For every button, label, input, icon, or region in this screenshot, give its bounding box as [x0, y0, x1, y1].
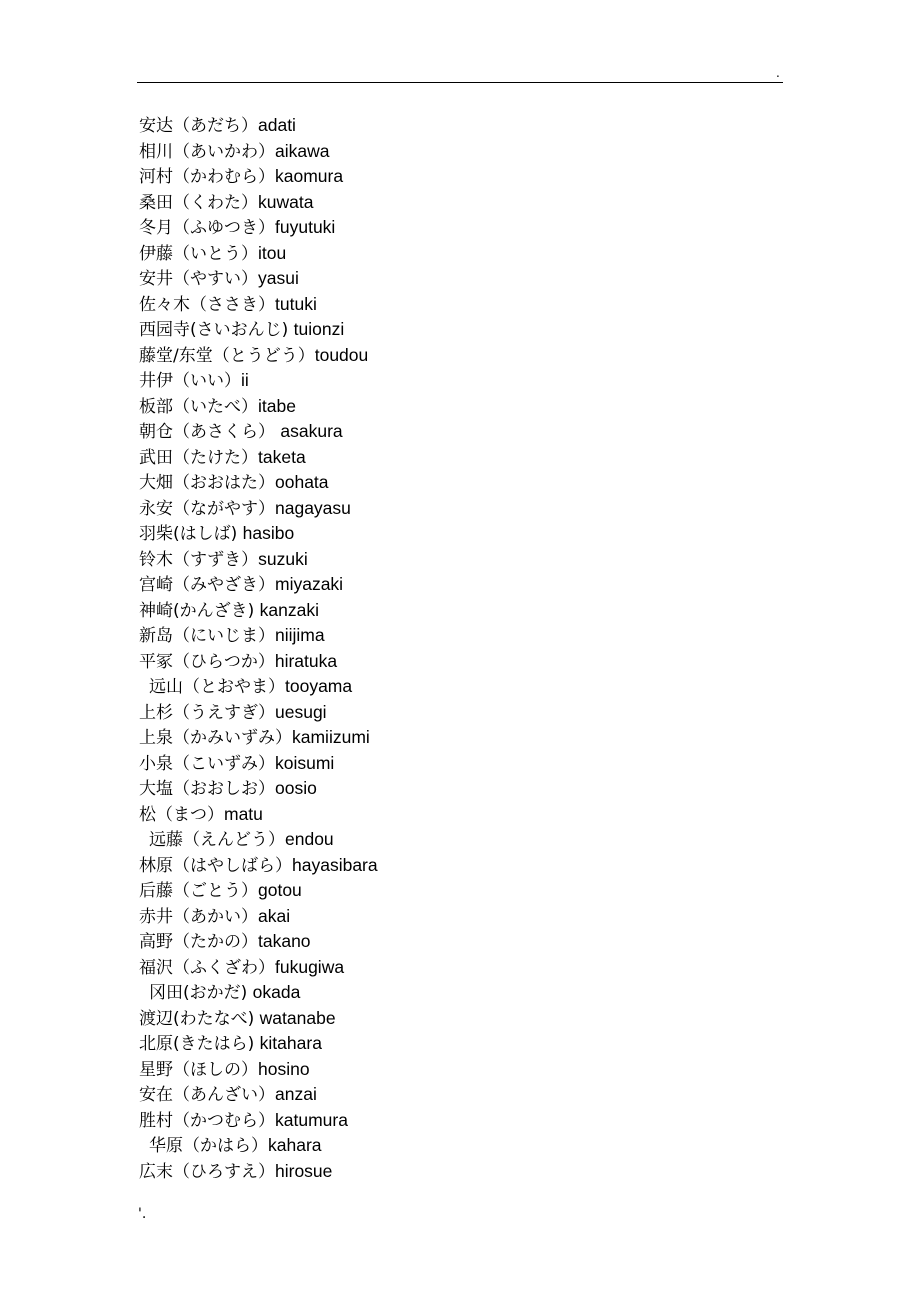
entry-romaji: anzai: [275, 1084, 317, 1104]
name-entry: [139, 292, 378, 318]
entry-name-kana: 松（まつ）: [139, 804, 224, 825]
entry-name-kana: 赤井（あかい）: [139, 906, 258, 927]
entry-name-kana: 冬月（ふゆつき）: [139, 218, 275, 238]
entry-name-kana: 林原（はやしばら）: [139, 855, 292, 876]
name-entry: [139, 853, 378, 879]
name-entry: [139, 751, 378, 777]
entry-name-kana: 高野（たかの）: [139, 932, 258, 952]
entry-name-kana: 大畑（おおはた）: [139, 473, 275, 493]
entry-romaji: oosio: [275, 778, 317, 798]
entry-romaji: suzuki: [258, 548, 308, 569]
entry-name-kana: 新岛（にいじま）: [139, 626, 275, 646]
entry-name-kana: 桑田（くわた）: [139, 192, 258, 213]
name-entry: [139, 904, 378, 930]
entry-name-kana: 板部（いたべ）: [139, 396, 258, 417]
name-entry: [139, 929, 378, 955]
entry-romaji: nagayasu: [275, 497, 351, 518]
name-entry: [139, 572, 378, 598]
entry-romaji: kuwata: [258, 191, 314, 212]
entry-name-kana: 羽柴(はしば): [139, 524, 243, 544]
entry-name-kana: 冈田(おかだ): [149, 983, 253, 1003]
entry-name-kana: 安在（あんざい）: [139, 1085, 275, 1105]
entry-romaji: aikawa: [275, 140, 330, 161]
entry-name-kana: 河村（かわむら）: [139, 167, 275, 187]
entry-romaji: okada: [252, 982, 301, 1002]
entry-romaji: itabe: [258, 395, 296, 416]
name-entry: [139, 215, 378, 241]
name-entry: [139, 445, 378, 471]
entry-name-kana: 井伊（いい）: [139, 371, 241, 391]
name-entry: [139, 521, 378, 547]
entry-romaji: hasibo: [242, 523, 295, 543]
entry-romaji: asakura: [280, 421, 343, 441]
name-entry: [139, 113, 378, 139]
entry-romaji: tooyama: [285, 676, 353, 696]
name-entry: [139, 878, 378, 904]
entry-name-kana: 小泉（こいずみ）: [139, 753, 275, 774]
name-entry: [139, 1108, 378, 1134]
entry-romaji: takano: [258, 931, 311, 951]
header-mark: .: [776, 66, 780, 80]
entry-romaji: gotou: [258, 880, 302, 900]
entry-romaji: watanabe: [259, 1007, 336, 1028]
entry-name-kana: 安井（やすい）: [139, 269, 258, 289]
entry-name-kana: 福沢（ふくざわ）: [139, 957, 275, 978]
entry-name-kana: 永安（ながやす）: [139, 498, 275, 519]
entry-name-kana: 伊藤（いとう）: [139, 243, 258, 264]
entry-romaji: taketa: [258, 446, 306, 467]
entry-romaji: kanzaki: [259, 599, 320, 620]
entry-name-kana: 胜村（かつむら）: [139, 1110, 275, 1131]
entry-romaji: matu: [224, 803, 263, 824]
entry-romaji: hosino: [258, 1058, 310, 1079]
entry-romaji: hiratuka: [274, 650, 338, 671]
name-entry: [139, 394, 378, 420]
name-entry: [139, 343, 378, 369]
entry-romaji: kamiizumi: [292, 727, 370, 747]
name-entry: [139, 470, 378, 496]
name-entry: [139, 980, 378, 1006]
name-entry: [139, 700, 378, 726]
entry-name-kana: 佐々木（ささき）: [139, 294, 275, 315]
entry-name-kana: 上杉（うえすぎ）: [139, 702, 275, 723]
entry-name-kana: 北原(きたはら): [139, 1034, 260, 1054]
entry-name-kana: 渡辺(わたなべ): [139, 1008, 260, 1029]
entry-romaji: tuionzi: [293, 319, 345, 339]
entry-name-kana: 武田（たけた）: [139, 447, 258, 468]
entry-name-kana: 朝仓（あさくら）: [139, 422, 281, 442]
name-entry: [139, 496, 378, 522]
name-entry: [139, 317, 378, 343]
name-entry: [139, 1159, 378, 1185]
entry-romaji: akai: [258, 905, 291, 926]
entry-name-kana: 大塩（おおしお）: [139, 779, 275, 799]
entry-romaji: itou: [258, 242, 287, 263]
name-entry: [139, 776, 378, 802]
entry-romaji: hirosue: [275, 1160, 333, 1181]
name-entry: [139, 1057, 378, 1083]
entry-romaji: ii: [241, 370, 249, 390]
name-entry: [139, 802, 378, 828]
entry-romaji: koisumi: [275, 752, 335, 773]
entry-name-kana: 平冢（ひらつか）: [139, 651, 275, 672]
entry-romaji: fukugiwa: [275, 956, 345, 977]
entry-name-kana: 西园寺(さいおんじ): [139, 320, 294, 340]
entry-romaji: hayasibara: [292, 854, 378, 875]
entry-romaji: yasui: [258, 268, 299, 288]
entry-name-kana: 上泉（かみいずみ）: [139, 728, 292, 748]
entry-romaji: kahara: [268, 1135, 322, 1155]
entry-romaji: fuyutuki: [275, 217, 336, 237]
name-entry: [139, 827, 378, 853]
name-entry: [139, 623, 378, 649]
entry-romaji: katumura: [275, 1109, 348, 1130]
entry-name-kana: 相川（あいかわ）: [139, 141, 275, 162]
header-rule: [137, 82, 783, 83]
name-entry: [139, 368, 378, 394]
name-entry: [139, 649, 378, 675]
entry-name-kana: 远藤（えんどう）: [149, 830, 285, 850]
entry-name-kana: 星野（ほしの）: [139, 1059, 258, 1080]
footer-mark: '.: [138, 1206, 147, 1222]
name-entry: [139, 955, 378, 981]
entry-name-kana: 藤堂/东堂（とうどう）: [139, 345, 315, 366]
entry-romaji: uesugi: [275, 701, 327, 722]
name-entry: [139, 598, 378, 624]
name-list: [139, 113, 378, 1184]
entry-name-kana: 安达（あだち）: [139, 116, 258, 136]
entry-name-kana: 広末（ひろすえ）: [139, 1161, 275, 1182]
entry-romaji: kaomura: [275, 166, 344, 186]
name-entry: [139, 139, 378, 165]
entry-romaji: toudou: [314, 344, 369, 365]
name-entry: [139, 674, 378, 700]
name-entry: [139, 1133, 378, 1159]
entry-name-kana: 铃木（すずき）: [139, 549, 259, 570]
name-entry: [139, 419, 378, 445]
name-entry: [139, 1031, 378, 1057]
entry-romaji: adati: [258, 115, 296, 135]
entry-name-kana: 远山（とおやま）: [149, 677, 285, 697]
entry-romaji: endou: [285, 829, 334, 849]
entry-romaji: tutuki: [275, 293, 317, 314]
entry-romaji: niijima: [275, 625, 325, 645]
name-entry: [139, 547, 378, 573]
name-entry: [139, 266, 378, 292]
entry-name-kana: 神崎(かんざき): [139, 600, 260, 621]
entry-name-kana: 宫崎（みやざき）: [139, 575, 275, 595]
name-entry: [139, 1006, 378, 1032]
entry-romaji: oohata: [275, 472, 329, 492]
entry-romaji: miyazaki: [275, 574, 344, 594]
name-entry: [139, 1082, 378, 1108]
entry-name-kana: 华原（かはら）: [149, 1136, 268, 1156]
name-entry: [139, 725, 378, 751]
name-entry: [139, 190, 378, 216]
entry-name-kana: 后藤（ごとう）: [139, 881, 258, 901]
name-entry: [139, 241, 378, 267]
name-entry: [139, 164, 378, 190]
entry-romaji: kitahara: [259, 1033, 322, 1053]
